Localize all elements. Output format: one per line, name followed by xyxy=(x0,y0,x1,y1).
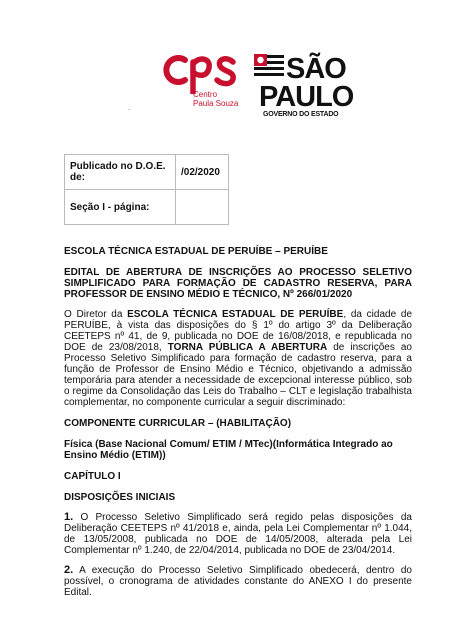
item-2-number: 2. xyxy=(64,564,74,576)
doe-label: Publicado no D.O.E. de: xyxy=(65,155,176,190)
cps-logo-mark xyxy=(163,54,245,94)
sp-logo-line1: SÃO xyxy=(286,53,346,85)
item-1-text: O Processo Seletivo Simplificado será regido pelas disposições da Deliberação CEETEPS nº 41/2018 e, ainda, pela Lei Complementar nº 1.044, de 13/05/2008, publicada no DOE de 14/05/2008, alterada pela Lei Complementar nº 1.240, de 22/04/2014, publicada no DOE de 23/04/2014. xyxy=(64,512,412,556)
cps-logo-line2: Paula Souza xyxy=(193,99,239,108)
sao-paulo-government-logo xyxy=(254,54,354,120)
publication-table xyxy=(64,154,229,225)
intro-text-2: , da cidade de PERUÍBE, à vista das disposições do § 1º do artigo 3º da Deliberação CEETEPS nº 41, de 9, publicada no DOE de 16/08/2018, e republicada no DOE de 23/08/2018, xyxy=(64,309,413,353)
item-2-text: A execução do Processo Seletivo Simplificado obedecerá, dentro do possível, o cronograma de atividades constante do ANEXO I do presente Edital. xyxy=(64,565,412,598)
intro-text-3: de inscrições ao Processo Seletivo Simplificado para formação de cadastro reserva, para a função de Professor de Ensino Médio e Técnico, objetivando a admissão temporária para atender a necessidade de excepcional interesse público, sob o regime da Consolidação das Leis do Trabalho – CLT e legislação trabalhista complementar, no componente curricular a seguir discriminado: xyxy=(64,342,412,408)
sp-logo-line2: PAULO xyxy=(259,81,354,113)
sp-flag-icon xyxy=(254,54,284,80)
item-2 xyxy=(64,565,412,598)
cps-logo-line1: Centro xyxy=(193,90,218,99)
sp-logo-line3: GOVERNO DO ESTADO xyxy=(263,111,339,118)
chapter-title: DISPOSIÇÕES INICIAIS xyxy=(64,492,176,503)
intro-paragraph xyxy=(64,309,412,408)
doe-value: /02/2020 xyxy=(176,155,229,190)
cps-logo xyxy=(163,54,245,116)
item-1-number: 1. xyxy=(64,511,74,523)
cps-logo-caption xyxy=(193,90,238,108)
document-body xyxy=(64,246,412,598)
chapter-heading: CAPÍTULO I xyxy=(64,471,121,482)
component-heading: COMPONENTE CURRICULAR – (HABILITAÇÃO) xyxy=(64,418,292,429)
stray-mark: . xyxy=(128,103,131,112)
edital-title: EDITAL DE ABERTURA DE INSCRIÇÕES AO PROCESSO SELETIVO SIMPLIFICADO PARA FORMAÇÃO DE CADASTRO RESERVA, PARA PROFESSOR DE ENSINO MÉDIO E TÉCNICO, Nº 266/01/2020 xyxy=(64,267,412,300)
intro-announcement: TORNA PÚBLICA A ABERTURA xyxy=(167,342,328,353)
intro-school-name: ESCOLA TÉCNICA ESTADUAL DE PERUÍBE xyxy=(127,309,344,320)
school-heading: ESCOLA TÉCNICA ESTADUAL DE PERUÍBE – PERUÍBE xyxy=(64,246,328,257)
intro-text-1: O Diretor da xyxy=(64,309,128,320)
section-row xyxy=(65,190,229,225)
item-1 xyxy=(64,512,412,556)
section-label: Seção I - página: xyxy=(65,190,176,225)
doe-row xyxy=(65,155,229,190)
component-value: Física (Base Nacional Comum/ ETIM / MTec)(Informática Integrado ao Ensino Médio (ETIM)) xyxy=(64,439,393,461)
section-value xyxy=(176,190,229,225)
